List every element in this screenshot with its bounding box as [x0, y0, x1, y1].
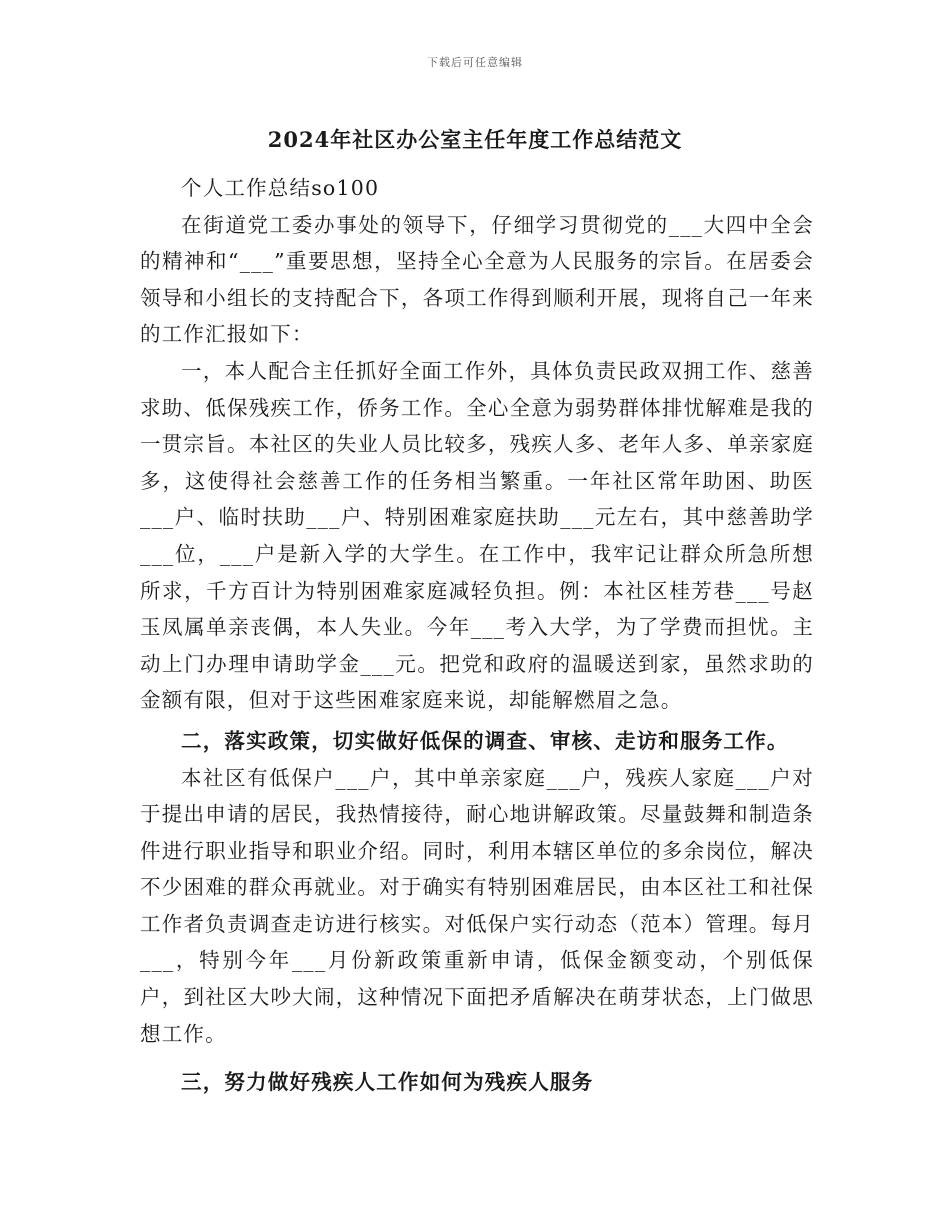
header-note: 下载后可任意编辑: [427, 56, 523, 69]
heading-section-2: 二，落实政策，切实做好低保的调查、审核、走访和服务工作。: [181, 728, 789, 753]
heading-section-3: 三，努力做好残疾人工作如何为残疾人服务: [181, 1070, 594, 1095]
document-body: [140, 170, 814, 1101]
paragraph-subtitle: 个人工作总结so100: [181, 176, 380, 200]
paragraph-intro: 在街道党工委办事处的领导下，仔细学习贯彻党的___大四中全会的精神和“___”重要思想，坚持全心全意为人民服务的宗旨。在居委会领导和小组长的支持配合下，各项工作得到顺利开展，现将自己一年来的工作汇报如下：: [140, 212, 814, 347]
paragraph-section-1: 一，本人配合主任抓好全面工作外，具体负责民政双拥工作、慈善求助、低保残疾工作，侨务工作。全心全意为弱势群体排忧解难是我的一贯宗旨。本社区的失业人员比较多，残疾人多、老年人多、单亲家庭多，这使得社会慈善工作的任务相当繁重。一年社区常年助困、助医___户、临时扶助___户、特别困难家庭扶助___元左右，其中慈善助学___位，___户是新入学的大学生。在工作中，我牢记让群众所急所想所求，千方百计为特别困难家庭减轻负担。例：本社区桂芳巷___号赵玉凤属单亲丧偶，本人失业。今年___考入大学，为了学费而担忧。主动上门办理申请助学金___元。把党和政府的温暖送到家，虽然求助的金额有限，但对于这些困难家庭来说，却能解燃眉之急。: [140, 358, 814, 713]
document-title: 2024年社区办公室主任年度工作总结范文: [267, 127, 683, 152]
paragraph-section-2: 本社区有低保户___户，其中单亲家庭___户，残疾人家庭___户对于提出申请的居民，我热情接待，耐心地讲解政策。尽量鼓舞和制造条件进行职业指导和职业介绍。同时，利用本辖区单位的多余岗位，解决不少困难的群众再就业。对于确实有特别困难居民，由本区社工和社保工作者负责调查走访进行核实。对低保户实行动态（范本）管理。每月___，特别今年___月份新政策重新申请，低保金额变动，个别低保户，到社区大吵大闹，这种情况下面把矛盾解决在萌芽状态，上门做思想工作。: [140, 765, 814, 1046]
